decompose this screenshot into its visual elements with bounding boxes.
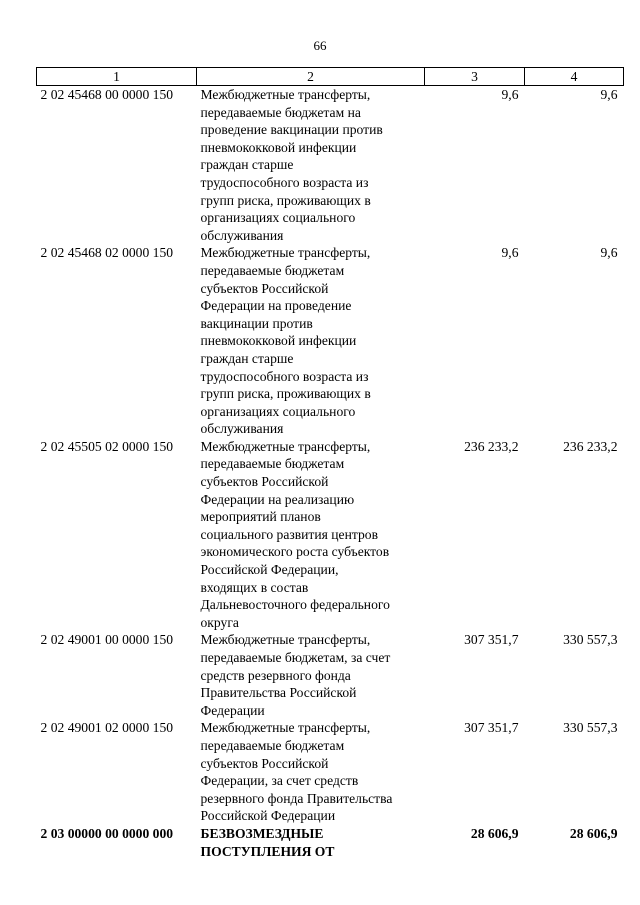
table-row	[37, 438, 624, 632]
amount-col-4: 9,6	[600, 245, 618, 261]
table-row	[37, 631, 624, 719]
description-line: организациях социального	[200, 403, 356, 419]
amount-col-4: 9,6	[600, 87, 618, 102]
amount-col-4: 236 233,2	[563, 438, 618, 454]
description-line: пневмококковой инфекции	[200, 139, 357, 155]
description-line: Правительства Российской	[200, 685, 357, 701]
amount-col-4: 330 557,3	[563, 720, 618, 736]
description-line: Межбюджетные трансферты,	[200, 720, 371, 736]
table-row	[37, 719, 624, 825]
description-line: граждан старше	[200, 157, 294, 173]
budget-code: 2 02 49001 02 0000 150	[40, 720, 174, 736]
description-line: Дальневосточного федерального	[200, 597, 390, 613]
description-line: Межбюджетные трансферты,	[200, 245, 371, 261]
header-row	[37, 68, 624, 86]
table-body	[37, 86, 624, 861]
budget-table	[36, 67, 624, 860]
description-line: передаваемые бюджетам	[200, 456, 345, 472]
table-row	[37, 86, 624, 245]
budget-description	[197, 438, 425, 632]
description-line: субъектов Российской	[200, 474, 329, 490]
description-line: проведение вакцинации против	[200, 122, 383, 138]
description-line: субъектов Российской	[200, 280, 329, 296]
header-col-1: 1	[37, 68, 197, 86]
description-line: пневмококковой инфекции	[200, 333, 357, 349]
description-line: средств резервного фонда	[200, 667, 351, 683]
budget-code: 2 03 00000 00 0000 000	[40, 825, 174, 841]
description-line: передаваемые бюджетам, за счет	[200, 650, 391, 665]
description-line: передаваемые бюджетам на	[200, 104, 361, 120]
description-line: трудоспособного возраста из	[200, 174, 369, 190]
header-col-4: 4	[525, 68, 624, 86]
description-line: организациях социального	[200, 210, 356, 226]
description-line: округа	[200, 614, 239, 630]
budget-code: 2 02 45468 02 0000 150	[40, 245, 174, 261]
header-col-2: 2	[197, 68, 425, 86]
page-number: 66	[313, 38, 327, 53]
description-line: экономического роста субъектов	[200, 544, 390, 560]
table-row	[37, 244, 624, 438]
description-line: входящих в состав	[200, 579, 309, 595]
budget-description	[197, 244, 425, 438]
amount-col-4: 28 606,9	[569, 825, 618, 841]
description-line: Российской Федерации	[200, 808, 336, 824]
description-line: БЕЗВОЗМЕЗДНЫЕ	[200, 825, 324, 841]
description-line: передаваемые бюджетам	[200, 737, 345, 753]
description-line: мероприятий планов	[200, 509, 321, 525]
description-line: передаваемые бюджетам	[200, 262, 345, 278]
description-line: Федерации на проведение	[200, 298, 352, 314]
header-col-3: 3	[425, 68, 525, 86]
description-line: Межбюджетные трансферты,	[200, 438, 371, 454]
description-line: трудоспособного возраста из	[200, 368, 369, 384]
table-header	[37, 68, 624, 86]
description-line: Федерации	[200, 702, 265, 718]
budget-description	[197, 719, 425, 825]
amount-col-3: 236 233,2	[464, 438, 519, 454]
description-line: обслуживания	[200, 421, 284, 437]
budget-description	[197, 631, 425, 719]
budget-code: 2 02 45468 00 0000 150	[40, 87, 174, 102]
description-line: субъектов Российской	[200, 755, 329, 771]
amount-col-3: 9,6	[501, 245, 519, 261]
description-line: обслуживания	[200, 227, 284, 243]
amount-col-3: 307 351,7	[464, 720, 519, 736]
description-line: Межбюджетные трансферты,	[200, 87, 371, 102]
description-line: Федерации, за счет средств	[200, 773, 359, 789]
budget-description	[197, 86, 425, 245]
description-line: вакцинации против	[200, 315, 313, 331]
description-line: Федерации на реализацию	[200, 491, 355, 507]
description-line: Межбюджетные трансферты,	[200, 632, 371, 648]
description-line: групп риска, проживающих в	[200, 192, 371, 208]
description-line: ПОСТУПЛЕНИЯ ОТ	[200, 843, 335, 859]
description-line: граждан старше	[200, 350, 294, 366]
budget-code: 2 02 49001 00 0000 150	[40, 632, 174, 648]
amount-col-3: 28 606,9	[470, 825, 519, 841]
amount-col-4: 330 557,3	[563, 632, 618, 648]
table-row	[37, 825, 624, 860]
description-line: социального развития центров	[200, 526, 378, 542]
description-line: групп риска, проживающих в	[200, 386, 371, 402]
budget-code: 2 02 45505 02 0000 150	[40, 438, 174, 454]
amount-col-3: 307 351,7	[464, 632, 519, 648]
description-line: резервного фонда Правительства	[200, 790, 393, 806]
amount-col-3: 9,6	[501, 87, 519, 102]
budget-description	[197, 825, 425, 860]
description-line: Российской Федерации,	[200, 562, 339, 578]
